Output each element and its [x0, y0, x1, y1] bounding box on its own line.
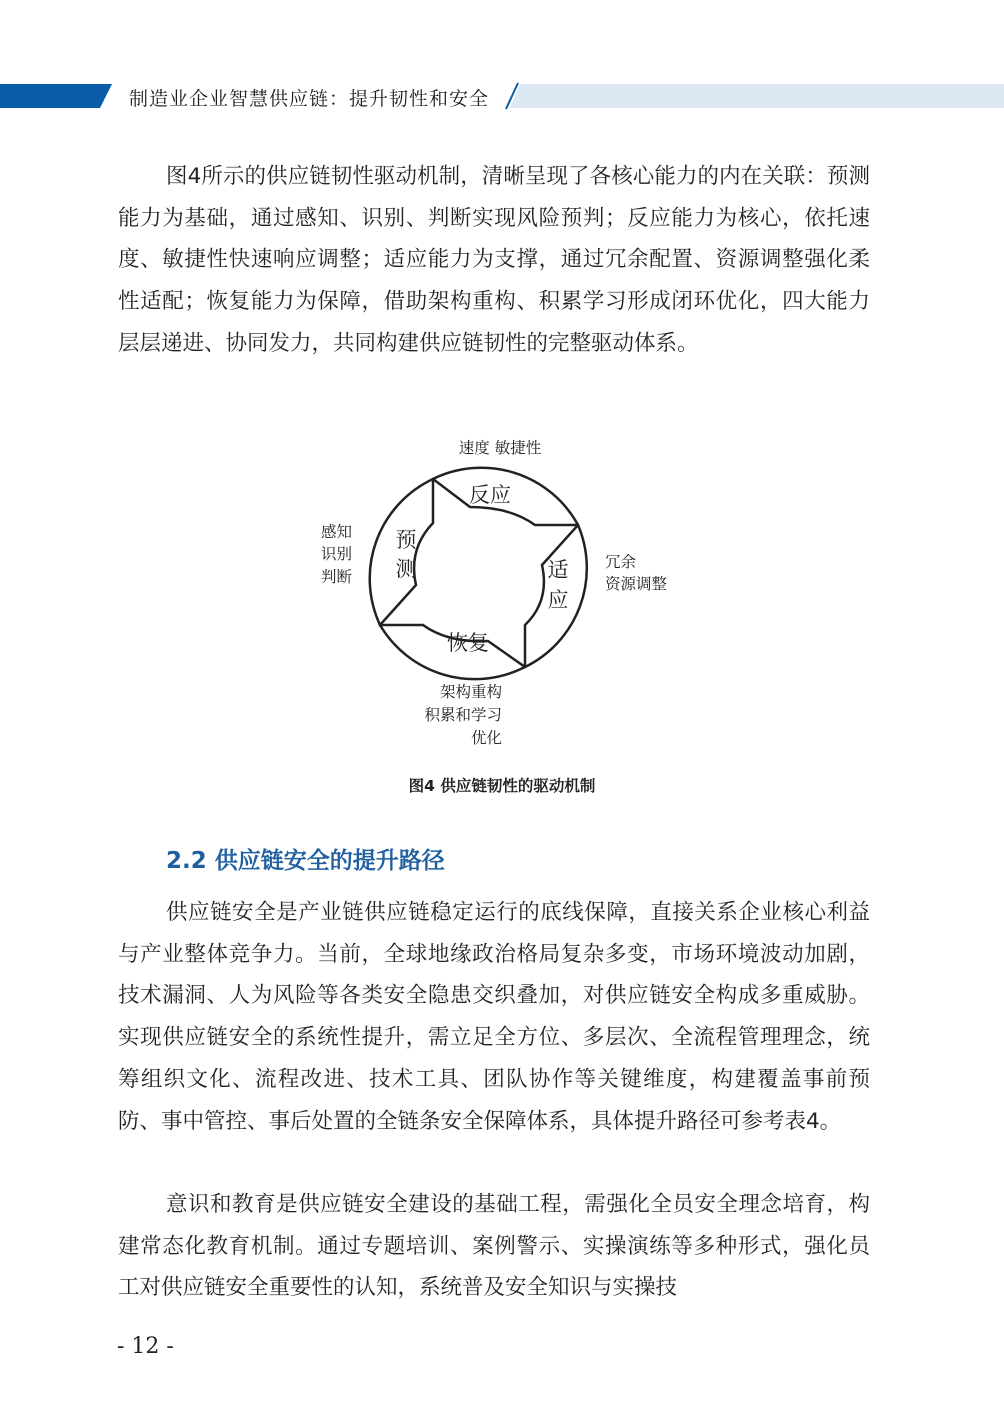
segment-top-label: 反应 [469, 483, 511, 507]
label-right-2: 资源调整 [605, 575, 668, 593]
segment-right-label-1: 适 [547, 558, 569, 582]
label-bottom-1: 架构重构 [439, 683, 502, 701]
header-title: 制造业企业智慧供应链：提升韧性和安全 [129, 88, 490, 110]
resilience-figure [300, 425, 700, 755]
page-number: - 12 - [117, 1334, 174, 1359]
segment-bottom-label: 恢复 [447, 631, 489, 655]
paragraph-awareness: 意识和教育是供应链安全建设的基础工程，需强化全员安全理念培育，构建常态化教育机制。通过专题培训、案例警示、实操演练等多种形式，强化员工对供应链安全重要性的认知，系统普及安全知识与实操技 [118, 1192, 870, 1301]
label-bottom-3: 优化 [470, 729, 502, 747]
label-left-3: 判断 [320, 568, 352, 586]
page-header [0, 80, 1004, 112]
segment-right-label-2: 应 [547, 588, 569, 612]
label-right-1: 冗余 [605, 553, 637, 571]
label-left-1: 感知 [320, 523, 352, 541]
paragraph-intro: 图4所示的供应链韧性驱动机制，清晰呈现了各核心能力的内在关联：预测能力为基础，通过感知、识别、判断实现风险预判；反应能力为核心，依托速度、敏捷性快速响应调整；适应能力为支撑，通过冗余配置、资源调整强化柔性适配；恢复能力为保障，借助架构重构、积累学习形成闭环优化，四大能力层层递进、协同发力，共同构建供应链韧性的完整驱动体系。 [118, 164, 870, 356]
figure-caption: 图4 供应链韧性的驱动机制 [408, 777, 596, 795]
section-title: 2.2 供应链安全的提升路径 [166, 848, 445, 874]
resilience-diagram [300, 425, 700, 755]
segment-left-label-2: 测 [395, 557, 417, 581]
paragraph-security: 供应链安全是产业链供应链稳定运行的底线保障，直接关系企业核心利益与产业整体竞争力。当前，全球地缘政治格局复杂多变，市场环境波动加剧，技术漏洞、人为风险等各类安全隐患交织叠加，对供应链安全构成多重威胁。实现供应链安全的系统性提升，需立足全方位、多层次、全流程管理理念，统筹组织文化、流程改进、技术工具、团队协作等关键维度，构建覆盖事前预防、事中管控、事后处置的全链条安全保障体系，具体提升路径可参考表4。 [118, 900, 870, 1134]
segment-left-label-1: 预 [395, 528, 417, 552]
segment-left [370, 479, 433, 625]
label-bottom-2: 积累和学习 [424, 706, 502, 724]
label-top: 速度 敏捷性 [458, 439, 542, 457]
label-left-2: 识别 [320, 545, 352, 563]
